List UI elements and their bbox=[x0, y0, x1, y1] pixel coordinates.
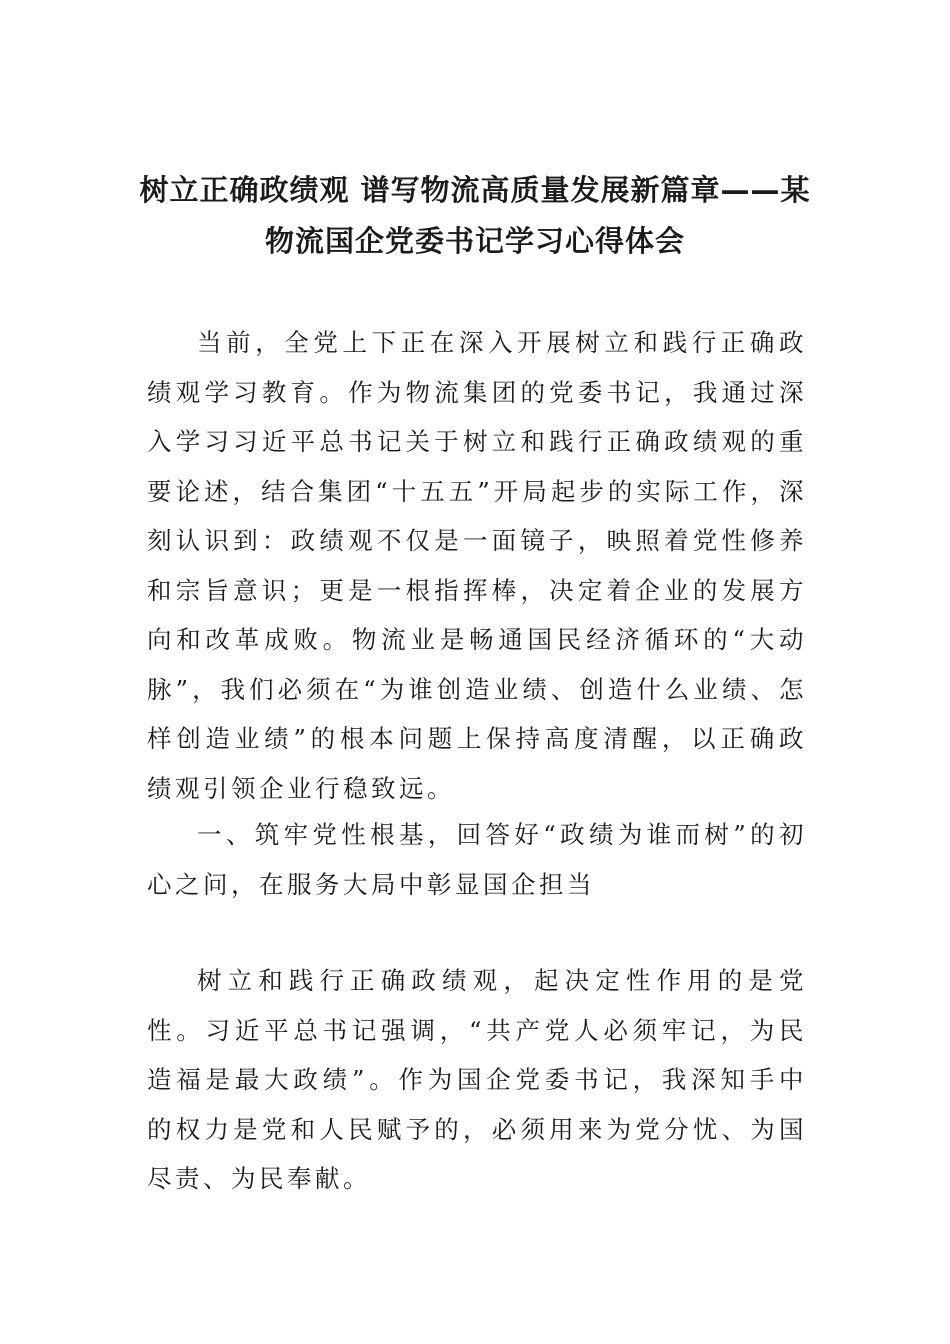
section-heading-1: 一、筑牢党性根基，回答好“政绩为谁而树”的初心之问，在服务大局中彰显国企担当 bbox=[147, 820, 807, 899]
document-title-line-2: 物流国企党委书记学习心得体会 bbox=[264, 224, 685, 258]
document-title-line-1: 树立正确政绩观 谱写物流高质量发展新篇章——某 bbox=[139, 173, 811, 207]
body-paragraph: 树立和践行正确政绩观，起决定性作用的是党性。习近平总书记强调，“共产党人必须牢记，为民造福是最大政绩”。作为国企党委书记，我深知手中的权力是党和人民赋予的，必须用来为党分忧、为国尽责、为民奉献。 bbox=[147, 966, 807, 1193]
intro-paragraph: 当前，全党上下正在深入开展树立和践行正确政绩观学习教育。作为物流集团的党委书记，我通过深入学习习近平总书记关于树立和践行正确政绩观的重要论述，结合集团“十五五”开局起步的实际工作，深刻认识到：政绩观不仅是一面镜子，映照着党性修养和宗旨意识；更是一根指挥棒，决定着企业的发展方向和改革成败。物流业是畅通国民经济循环的“大动脉”，我们必须在“为谁创造业绩、创造什么业绩、怎样创造业绩”的根本问题上保持高度清醒，以正确政绩观引领企业行稳致远。 bbox=[147, 328, 807, 803]
